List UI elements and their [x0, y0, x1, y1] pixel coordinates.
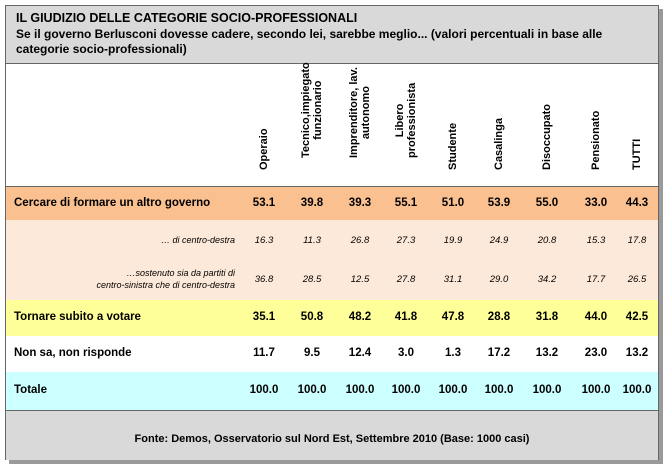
- column-header-label: [541, 104, 553, 170]
- cell-tornare-5: 47.8: [441, 311, 465, 323]
- cell-totale-7: 100.0: [532, 384, 562, 396]
- table-subtitle: Se il governo Berlusconi dovesse cadere, secondo lei, sarebbe meglio... (valori percentuali in base alle categorie socio-professionali): [16, 27, 603, 56]
- cell-tornare-3: 48.2: [348, 311, 372, 323]
- cell-sub1-8: 15.3: [586, 235, 606, 246]
- cell-sub2-2: 28.5: [302, 274, 322, 285]
- column-header-label: [394, 83, 418, 158]
- cell-tornare-6: 28.8: [487, 311, 511, 323]
- column-header-label: [493, 118, 505, 170]
- column-header-2: [292, 64, 332, 186]
- cell-nonsa-9: 13.2: [625, 347, 649, 359]
- column-header-line: Imprenditore, lav.: [348, 67, 360, 158]
- cell-tornare-1: 35.1: [252, 311, 276, 323]
- column-header-line: autonomo: [360, 85, 372, 140]
- column-header-line: professionista: [406, 82, 418, 158]
- column-header-3: [340, 64, 380, 186]
- cell-sub2-4: 27.8: [396, 274, 416, 285]
- cell-totale-1: 100.0: [249, 384, 279, 396]
- cell-nonsa-6: 17.2: [487, 347, 511, 359]
- column-header-5: [433, 64, 473, 186]
- row-label-cercare: Cercare di formare un altro governo: [14, 197, 211, 209]
- column-header-line: Disoccupato: [541, 103, 553, 170]
- row-label-centro-destra: … di centro-destra: [160, 235, 235, 245]
- column-header-8: [576, 64, 616, 186]
- row-label-sostenuto-line1: …sostenuto sia da partiti di: [126, 268, 235, 278]
- cell-totale-4: 100.0: [391, 384, 421, 396]
- cell-sub2-3: 12.5: [350, 274, 370, 285]
- cell-sub1-1: 16.3: [254, 235, 274, 246]
- cell-sub2-5: 31.1: [443, 274, 463, 285]
- cell-sub1-2: 11.3: [303, 235, 321, 246]
- cell-totale-2: 100.0: [297, 384, 327, 396]
- row-label-sostenuto-line2: centro-sinistra che di centro-destra: [96, 280, 235, 290]
- column-header-label: [631, 139, 643, 170]
- cell-nonsa-5: 1.3: [445, 347, 461, 359]
- column-header-7: [527, 64, 567, 186]
- column-header-label: [590, 111, 602, 170]
- cell-totale-5: 100.0: [438, 384, 468, 396]
- cell-sub2-1: 36.8: [254, 274, 274, 285]
- cell-tornare-4: 41.8: [394, 311, 418, 323]
- cell-sub1-9: 17.8: [627, 235, 647, 246]
- row-label-nonsa: Non sa, non risponde: [14, 347, 132, 359]
- table-title: IL GIUDIZIO DELLE CATEGORIE SOCIO-PROFESSIONALI: [16, 11, 358, 25]
- cell-nonsa-4: 3.0: [398, 347, 414, 359]
- cell-cercare-9: 44.3: [625, 197, 649, 209]
- column-header-line: Tecnico,impiegato: [300, 62, 312, 158]
- column-header-line: Studente: [447, 122, 459, 170]
- column-header-label: [300, 62, 324, 158]
- column-header-line: Casalinga: [493, 118, 505, 170]
- cell-nonsa-8: 23.0: [584, 347, 608, 359]
- cell-cercare-2: 39.8: [300, 197, 324, 209]
- table-header: [6, 6, 658, 64]
- cell-sub1-4: 27.3: [396, 235, 416, 246]
- column-header-9: [617, 64, 657, 186]
- column-header-label: [447, 123, 459, 170]
- cell-sub2-9: 26.5: [627, 274, 647, 285]
- cell-sub2-7: 34.2: [537, 274, 557, 285]
- table-footer: [6, 410, 658, 460]
- cell-tornare-2: 50.8: [300, 311, 324, 323]
- cell-cercare-7: 55.0: [535, 197, 559, 209]
- cell-tornare-8: 44.0: [584, 311, 608, 323]
- column-header-label: [258, 128, 270, 170]
- cell-cercare-3: 39.3: [348, 197, 372, 209]
- cell-cercare-1: 53.1: [252, 197, 276, 209]
- cell-totale-9: 100.0: [622, 384, 652, 396]
- cell-cercare-5: 51.0: [441, 197, 465, 209]
- cell-sub2-6: 29.0: [489, 274, 509, 285]
- cell-sub1-3: 26.8: [350, 235, 370, 246]
- table-frame: [5, 5, 659, 460]
- cell-nonsa-7: 13.2: [535, 347, 559, 359]
- column-header-line: Libero: [394, 103, 406, 138]
- cell-totale-6: 100.0: [484, 384, 514, 396]
- column-header-line: Pensionato: [590, 110, 602, 170]
- row-label-tornare: Tornare subito a votare: [14, 311, 141, 323]
- row-label-totale: Totale: [14, 384, 48, 396]
- cell-nonsa-1: 11.7: [253, 347, 275, 359]
- column-header-1: [244, 64, 284, 186]
- column-header-4: [386, 64, 426, 186]
- row-label-sostenuto: [96, 267, 235, 291]
- cell-nonsa-3: 12.4: [348, 347, 372, 359]
- column-header-6: [479, 64, 519, 186]
- cell-cercare-8: 33.0: [584, 197, 608, 209]
- cell-totale-3: 100.0: [345, 384, 375, 396]
- cell-cercare-4: 55.1: [394, 197, 418, 209]
- cell-sub1-6: 24.9: [489, 235, 509, 246]
- column-header-line: funzionario: [312, 80, 324, 140]
- column-header-line: Operaio: [258, 128, 270, 170]
- cell-sub1-5: 19.9: [443, 235, 463, 246]
- cell-sub1-7: 20.8: [537, 235, 557, 246]
- cell-tornare-7: 31.8: [535, 311, 559, 323]
- cell-sub2-8: 17.7: [586, 274, 606, 285]
- cell-tornare-9: 42.5: [625, 311, 649, 323]
- source-note: Fonte: Demos, Osservatorio sul Nord Est, Settembre 2010 (Base: 1000 casi): [134, 433, 530, 445]
- column-header-line: TUTTI: [631, 138, 643, 170]
- cell-totale-8: 100.0: [581, 384, 611, 396]
- column-header-label: [348, 67, 372, 158]
- cell-cercare-6: 53.9: [487, 197, 511, 209]
- cell-nonsa-2: 9.5: [304, 347, 320, 359]
